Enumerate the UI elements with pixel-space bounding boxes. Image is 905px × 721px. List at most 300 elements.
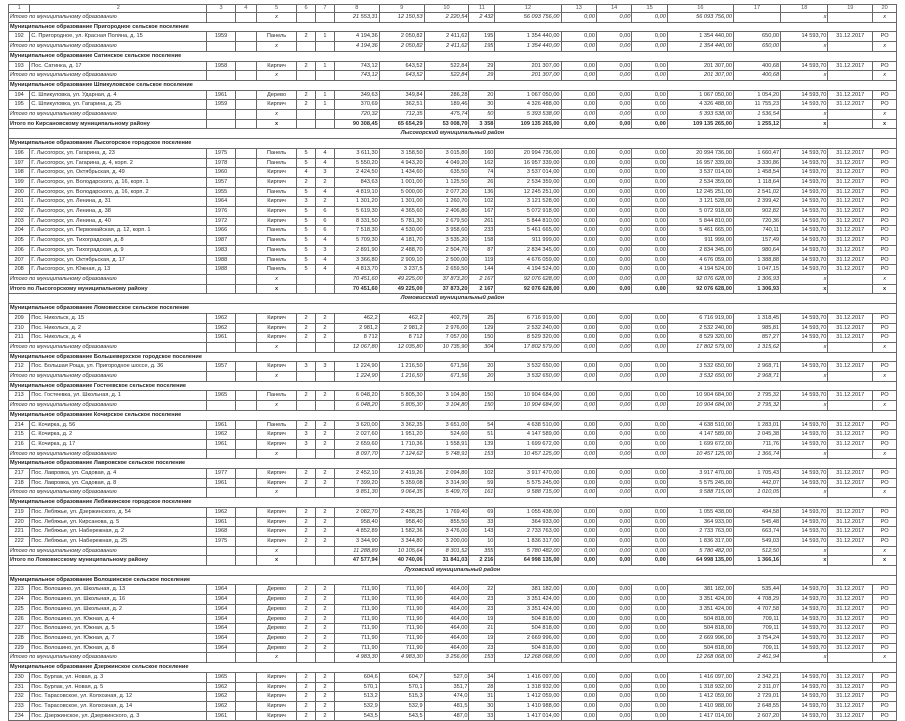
table-cell: 2 532 240,00 (495, 323, 561, 333)
table-cell: 2 733 763,00 (495, 527, 561, 537)
table-cell: 504 818,00 (495, 624, 561, 634)
table-cell: 3 344,90 (334, 536, 379, 546)
table-cell: 494,58 (733, 507, 780, 517)
table-cell: 161 (469, 488, 495, 498)
table-cell: 504 818,00 (667, 614, 733, 624)
municipality-total-row (9, 342, 897, 352)
table-cell: 2 968,71 (733, 372, 780, 382)
table-cell (235, 110, 256, 120)
table-cell: 1 416 097,00 (667, 672, 733, 682)
table-cell: 10 457 125,00 (495, 449, 561, 459)
table-cell: 4 365,60 (379, 207, 424, 217)
table-cell: 2 669 996,00 (667, 634, 733, 644)
table-cell: 228 (9, 634, 30, 644)
table-cell (235, 469, 256, 479)
table-cell: 2 (315, 643, 334, 653)
table-cell: 199 (9, 177, 30, 187)
table-cell: 2 045,38 (733, 430, 780, 440)
table-cell: 475,74 (424, 110, 469, 120)
table-cell: 1 306,93 (733, 274, 780, 284)
table-cell: Муниципальное образование Лавровское сельское поселение (9, 459, 897, 469)
table-cell: x (873, 110, 897, 120)
table-cell: 0,00 (632, 692, 667, 702)
table-cell: x (256, 342, 296, 352)
table-cell: 1958 (207, 61, 235, 71)
table-cell: 2 (315, 682, 334, 692)
table-cell: 0,00 (632, 469, 667, 479)
table-cell: 0,00 (632, 643, 667, 653)
table-cell: 40 740,06 (379, 556, 424, 566)
table-cell: Пос. Тарасовское, ул. Колхозная, д. 14 (30, 701, 207, 711)
table-cell: 0,00 (596, 634, 631, 644)
table-cell: 14 593,70 (781, 100, 828, 110)
table-cell (235, 585, 256, 595)
table-cell: Кирпич (256, 527, 296, 537)
table-cell (235, 449, 256, 459)
table-cell: 524,60 (424, 430, 469, 440)
table-cell: 522,84 (424, 71, 469, 81)
table-cell: 10 735,90 (424, 342, 469, 352)
table-cell (235, 284, 256, 294)
table-cell: 4 326 488,00 (667, 100, 733, 110)
table-cell: 0,00 (632, 274, 667, 284)
table-cell: 3 (315, 168, 334, 178)
table-cell: Пос. Волошино, ул. Южная, д. 5 (30, 624, 207, 634)
table-cell: 3 (297, 430, 316, 440)
table-cell: 4 (315, 158, 334, 168)
table-body (9, 5, 897, 721)
table-row (9, 585, 897, 595)
table-cell: 7 518,30 (334, 226, 379, 236)
table-cell (235, 527, 256, 537)
table-cell (235, 546, 256, 556)
table-cell: 2 (297, 478, 316, 488)
table-cell: 2 (315, 701, 334, 711)
table-cell: 709,11 (733, 643, 780, 653)
table-cell (297, 556, 316, 566)
table-cell: 0,00 (596, 643, 631, 653)
table-cell (207, 71, 235, 81)
table-cell: 3 104,80 (424, 401, 469, 411)
table-cell: 0,00 (632, 32, 667, 42)
table-cell: 0,00 (632, 284, 667, 294)
table-cell: 2 (297, 313, 316, 323)
table-cell: С. Шпикуловка, ул. Ударная, д. 4 (30, 90, 207, 100)
table-cell: x (256, 42, 296, 52)
table-cell: x (256, 119, 296, 129)
table-row (9, 604, 897, 614)
table-row (9, 158, 897, 168)
table-cell: 0,00 (632, 323, 667, 333)
table-cell: 711,90 (334, 624, 379, 634)
table-cell: 0,00 (632, 711, 667, 721)
table-cell: 31.12.2017 (828, 255, 873, 265)
table-cell: 0,00 (596, 274, 631, 284)
table-cell: 0,00 (596, 197, 631, 207)
table-cell: 711,90 (379, 643, 424, 653)
table-cell: 4 530,00 (379, 226, 424, 236)
table-cell: 5 781,30 (379, 216, 424, 226)
table-cell: 3 (297, 197, 316, 207)
table-cell: x (781, 401, 828, 411)
table-cell: 1960 (207, 168, 235, 178)
table-cell: 14 593,70 (781, 197, 828, 207)
table-cell: 2 (297, 536, 316, 546)
table-cell: 0,00 (561, 517, 596, 527)
table-cell: 1 306,93 (733, 284, 780, 294)
table-cell: Кирпич (256, 517, 296, 527)
table-cell: 464,00 (424, 604, 469, 614)
table-cell: 69 (469, 507, 495, 517)
table-cell: С. Пригородное, ул. Красная Поляна, д. 15 (30, 32, 207, 42)
table-row (9, 469, 897, 479)
table-cell: 1 951,20 (379, 430, 424, 440)
table-cell: 5 000,00 (379, 187, 424, 197)
table-cell: 4 813,70 (334, 265, 379, 275)
table-cell: 10 904 684,00 (667, 401, 733, 411)
table-cell: 31.12.2017 (828, 439, 873, 449)
table-cell: 12 245 251,00 (495, 187, 561, 197)
table-cell: 1 558,91 (424, 439, 469, 449)
municipality-total-row (9, 274, 897, 284)
municipality-total-row (9, 546, 897, 556)
table-cell: 1975 (207, 536, 235, 546)
table-cell (828, 110, 873, 120)
table-cell: 0,00 (561, 71, 596, 81)
table-cell: 2 532 240,00 (667, 323, 733, 333)
table-row (9, 61, 897, 71)
table-cell: 0,00 (632, 13, 667, 23)
table-cell: x (256, 653, 296, 663)
table-cell: 0,00 (596, 90, 631, 100)
table-cell: 532,9 (379, 701, 424, 711)
table-cell: Ломовисский муниципальный район (9, 294, 897, 304)
table-cell: 2 659,60 (334, 439, 379, 449)
table-cell: Итого по муниципальному образованию (9, 401, 207, 411)
table-cell: x (256, 284, 296, 294)
table-cell: 225 (9, 604, 30, 614)
table-cell: 0,00 (596, 226, 631, 236)
table-cell: 349,63 (334, 90, 379, 100)
table-cell: 227 (9, 624, 30, 634)
table-cell: 0,00 (561, 469, 596, 479)
table-cell (235, 701, 256, 711)
table-cell: x (256, 449, 296, 459)
table-cell: 160 (469, 148, 495, 158)
table-cell: Пос. Гостеевка, ул. Школьная, д. 1 (30, 391, 207, 401)
table-cell: 650,00 (733, 42, 780, 52)
table-cell: Г. Лысогорск, ул. Тихоградская, д. 9 (30, 245, 207, 255)
table-cell: 6 048,20 (334, 401, 379, 411)
table-cell: 0,00 (596, 701, 631, 711)
table-cell: 3 015,80 (424, 148, 469, 158)
district-total-row (9, 119, 897, 129)
table-row (9, 177, 897, 187)
table-cell: 0,00 (596, 449, 631, 459)
table-cell: 2 534 359,00 (667, 177, 733, 187)
table-cell: 958,40 (379, 517, 424, 527)
table-cell: Муниципальное образование Дзержинское сельское поселение (9, 663, 897, 673)
table-cell: Пос. Никольск, д. 4 (30, 333, 207, 343)
table-cell: 158 (469, 236, 495, 246)
table-cell: Муниципальное образование Лебяжинское городское поселение (9, 498, 897, 508)
table-cell: 2 167 (469, 284, 495, 294)
table-cell: Пос. Волошино, ул. Южная, д. 4 (30, 614, 207, 624)
table-cell: 92 076 628,00 (667, 284, 733, 294)
table-cell: 0,00 (632, 585, 667, 595)
table-cell (235, 274, 256, 284)
table-cell: 1961 (207, 333, 235, 343)
table-row (9, 323, 897, 333)
table-cell: 2 399,42 (733, 197, 780, 207)
table-cell: Дерево (256, 90, 296, 100)
table-row (9, 478, 897, 488)
table-row (9, 391, 897, 401)
table-cell: 4 194 524,00 (495, 265, 561, 275)
table-cell: 1 416 097,00 (495, 672, 561, 682)
table-cell: 0,00 (596, 546, 631, 556)
table-cell: Муниципальное образование Лысогорское городское поселение (9, 139, 897, 149)
table-cell (235, 71, 256, 81)
table-cell: 2 648,55 (733, 701, 780, 711)
table-cell: 902,82 (733, 207, 780, 217)
table-cell: 0,00 (596, 119, 631, 129)
table-cell: 14 593,70 (781, 536, 828, 546)
table-cell (235, 13, 256, 23)
table-cell: 0,00 (596, 323, 631, 333)
table-cell: 209 (9, 313, 30, 323)
table-cell: 31.12.2017 (828, 469, 873, 479)
table-cell: 0,00 (561, 313, 596, 323)
table-cell: 2 411,62 (424, 42, 469, 52)
table-cell: 2 981,2 (379, 323, 424, 333)
table-cell: 4 708,29 (733, 595, 780, 605)
table-cell: 1962 (207, 313, 235, 323)
table-cell: 0,00 (596, 342, 631, 352)
table-cell: 16 957 339,00 (667, 158, 733, 168)
table-cell: Панель (256, 265, 296, 275)
table-cell: x (873, 284, 897, 294)
table-cell: 0,00 (561, 624, 596, 634)
table-cell: 3 351 424,00 (667, 604, 733, 614)
table-cell: 570,1 (334, 682, 379, 692)
table-cell: 543,5 (334, 711, 379, 721)
table-cell: 31.12.2017 (828, 527, 873, 537)
table-cell: 64 998 135,00 (667, 556, 733, 566)
table-cell: 223 (9, 585, 30, 595)
table-cell: 12 (495, 5, 561, 13)
table-cell: 2 (315, 595, 334, 605)
table-cell: 31.12.2017 (828, 323, 873, 333)
table-cell: 4 194,36 (334, 32, 379, 42)
table-cell: 5 709,30 (334, 236, 379, 246)
table-cell: 351,7 (424, 682, 469, 692)
table-cell: 2 500,00 (424, 255, 469, 265)
table-cell: 12 245 251,00 (667, 187, 733, 197)
table-cell: 8 529 320,00 (667, 333, 733, 343)
table-cell: x (781, 71, 828, 81)
table-cell: 1987 (207, 236, 235, 246)
table-cell: 743,12 (334, 61, 379, 71)
table-cell: 0,00 (596, 507, 631, 517)
table-cell: Муниципальное образование Кочирское сельское поселение (9, 410, 897, 420)
table-cell: 855,50 (424, 517, 469, 527)
table-cell: 370,69 (334, 100, 379, 110)
table-cell: Г. Лысогорск, ул. Володарского, д. 16, корп. 2 (30, 187, 207, 197)
municipality-header-row (9, 80, 897, 90)
table-cell: Пос. Сатинка, д. 17 (30, 61, 207, 71)
table-cell: 8 097,70 (334, 449, 379, 459)
table-cell: 14 593,70 (781, 420, 828, 430)
table-cell: 65 654,29 (379, 119, 424, 129)
table-cell: x (781, 42, 828, 52)
municipality-total-row (9, 449, 897, 459)
table-cell: 1 536,54 (733, 110, 780, 120)
table-cell: Кирпич (256, 100, 296, 110)
table-cell: 2 534 359,00 (495, 177, 561, 187)
table-cell: 5 (297, 226, 316, 236)
table-cell: РО (873, 595, 897, 605)
table-cell: 0,00 (632, 372, 667, 382)
table-cell: 31.12.2017 (828, 595, 873, 605)
table-cell: 2 (297, 507, 316, 517)
table-cell: 2 (315, 624, 334, 634)
table-cell (235, 100, 256, 110)
table-cell: 150 (469, 333, 495, 343)
table-cell: 31.12.2017 (828, 100, 873, 110)
table-cell: РО (873, 32, 897, 42)
table-cell: Муниципальное образование Волошинское сельское поселение (9, 575, 897, 585)
table-cell (235, 634, 256, 644)
table-cell (315, 119, 334, 129)
table-cell: Кирпич (256, 216, 296, 226)
table-cell: Пос. Лебяжье, ул. Дзержинского, д. 54 (30, 507, 207, 517)
table-cell: Кирпич (256, 536, 296, 546)
table-cell: 0,00 (596, 653, 631, 663)
table-cell: Дерево (256, 614, 296, 624)
table-cell: 0,00 (561, 323, 596, 333)
table-cell: 1 710,36 (379, 439, 424, 449)
table-cell: x (781, 284, 828, 294)
table-cell: 4 676 059,00 (667, 255, 733, 265)
table-cell (235, 207, 256, 217)
municipality-total-row (9, 653, 897, 663)
table-cell (207, 488, 235, 498)
table-cell: 3 256,00 (424, 653, 469, 663)
table-cell: Кирпич (256, 701, 296, 711)
table-cell: 464,00 (424, 585, 469, 595)
table-cell: 17 802 579,00 (667, 342, 733, 352)
table-cell: 229 (9, 643, 30, 653)
table-cell: 2 (297, 595, 316, 605)
table-cell: 3 476,00 (424, 527, 469, 537)
municipality-header-row (9, 575, 897, 585)
table-cell: 0,00 (561, 90, 596, 100)
table-cell: Итого по муниципальному образованию (9, 372, 207, 382)
table-cell: РО (873, 158, 897, 168)
table-cell: 0,00 (632, 187, 667, 197)
table-cell: 31.12.2017 (828, 634, 873, 644)
table-cell: Итого по муниципальному образованию (9, 71, 207, 81)
table-cell: 0,00 (632, 449, 667, 459)
table-cell: 1 (315, 90, 334, 100)
table-cell: 1961 (207, 420, 235, 430)
table-cell: 144 (469, 265, 495, 275)
table-cell: 20 994 736,00 (667, 148, 733, 158)
table-cell: 1961 (207, 711, 235, 721)
table-cell: 1 417 014,00 (667, 711, 733, 721)
table-cell: 1 (9, 5, 30, 13)
table-cell: 3 344,80 (379, 536, 424, 546)
table-cell: 1964 (207, 624, 235, 634)
table-cell: 14 593,70 (781, 672, 828, 682)
table-cell: 0,00 (632, 158, 667, 168)
table-row (9, 682, 897, 692)
table-cell: 192 (9, 32, 30, 42)
table-cell: 196 (9, 148, 30, 158)
table-cell: 2 729,01 (733, 692, 780, 702)
table-cell: Кирпич (256, 711, 296, 721)
table-cell: 1 255,12 (733, 119, 780, 129)
table-cell (235, 439, 256, 449)
table-cell: 2 795,32 (733, 401, 780, 411)
table-cell: 14 593,70 (781, 255, 828, 265)
table-cell: Итого по муниципальному образованию (9, 13, 207, 23)
table-cell: 0,00 (561, 119, 596, 129)
table-cell: 70 451,60 (334, 284, 379, 294)
table-cell: РО (873, 236, 897, 246)
table-cell: 31.12.2017 (828, 692, 873, 702)
table-cell (235, 42, 256, 52)
table-cell: Панель (256, 187, 296, 197)
table-cell: 671,56 (424, 362, 469, 372)
table-cell: 8 712 (379, 333, 424, 343)
table-cell: 0,00 (596, 556, 631, 566)
table-cell: 1 (315, 32, 334, 42)
table-cell: 2 (315, 614, 334, 624)
table-cell: 1962 (207, 692, 235, 702)
table-cell: 1 216,50 (379, 362, 424, 372)
table-cell: С. Кочирка, д. 2 (30, 430, 207, 440)
table-cell: 0,00 (561, 595, 596, 605)
table-cell: 12 268 068,00 (667, 653, 733, 663)
table-cell: Итого по муниципальному образованию (9, 110, 207, 120)
table-cell: Муниципальное образование Сатинское сельское поселение (9, 51, 897, 61)
table-cell: 31.12.2017 (828, 32, 873, 42)
table-cell: 31.12.2017 (828, 536, 873, 546)
table-cell: 143 (469, 527, 495, 537)
table-cell: 711,90 (334, 634, 379, 644)
table-cell: 31.12.2017 (828, 187, 873, 197)
table-cell: 1957 (207, 362, 235, 372)
table-cell: 2 (315, 478, 334, 488)
table-cell: 6 (315, 207, 334, 217)
table-cell: x (873, 71, 897, 81)
table-cell: 0,00 (596, 362, 631, 372)
table-cell: x (873, 556, 897, 566)
table-cell (315, 342, 334, 352)
table-cell: 2 (297, 32, 316, 42)
table-cell: 3 958,60 (424, 226, 469, 236)
table-cell: 2 (315, 604, 334, 614)
table-cell: 2 (297, 682, 316, 692)
table-cell: 31.12.2017 (828, 430, 873, 440)
table-cell: 12 150,53 (379, 13, 424, 23)
table-cell: Муниципальное образование Ломовисское сельское поселение (9, 304, 897, 314)
table-row (9, 439, 897, 449)
table-cell: 0,00 (596, 110, 631, 120)
table-cell: Луховский муниципальный район (9, 566, 897, 576)
